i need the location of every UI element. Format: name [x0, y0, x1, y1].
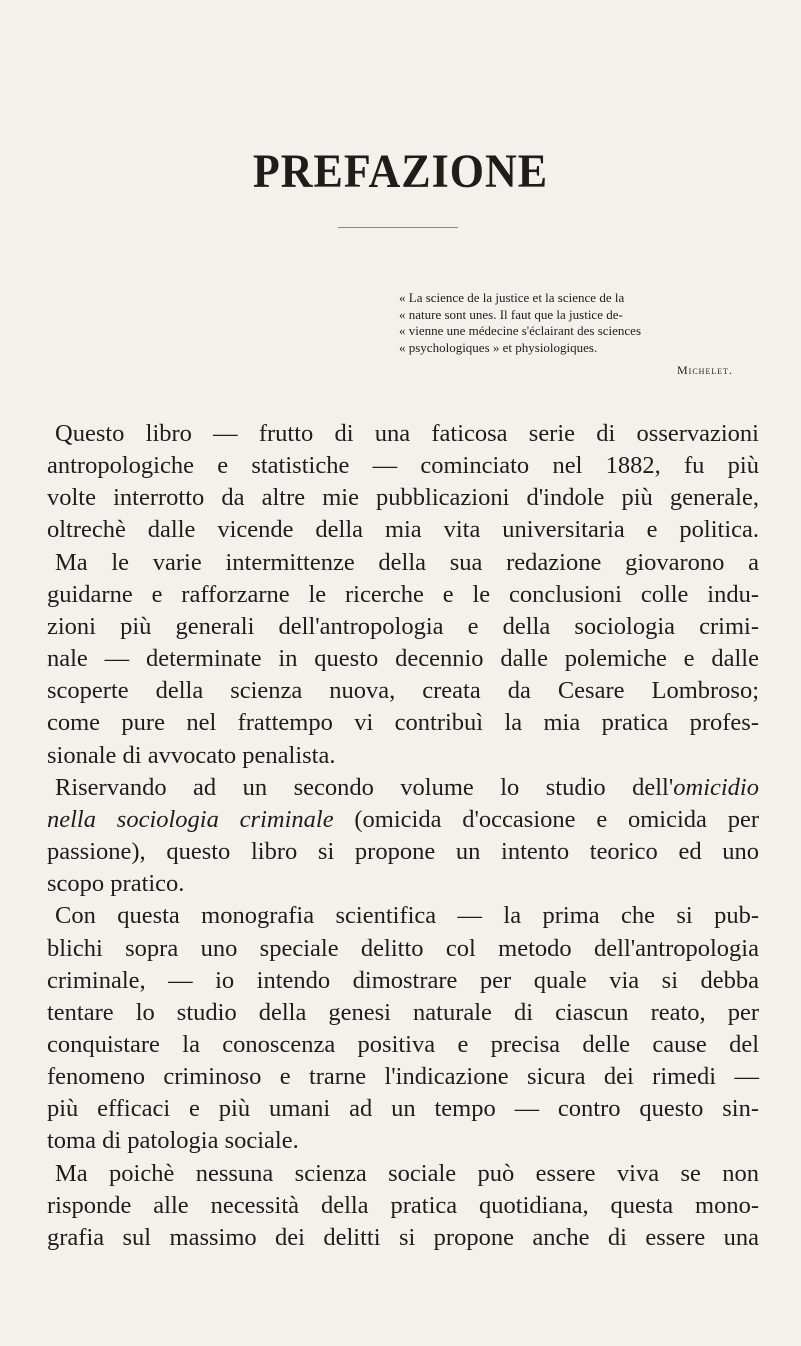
body-line-with-italic [47, 772, 759, 804]
body-line: scoperte della scienza nuova, creata da Cesare Lombroso; [47, 677, 759, 705]
preface-body [47, 418, 759, 1254]
body-line: zioni più generali dell'antropologia e della sociologia crimi- [47, 612, 759, 640]
epigraph-line: « psychologiques » et physiologiques. [399, 339, 598, 355]
epigraph-line: « vienne une médecine s'éclairant des sciences [399, 323, 642, 338]
page-title: PREFAZIONE [252, 145, 549, 198]
body-line: passione), questo libro si propone un intento teorico ed uno [47, 838, 759, 866]
body-line: criminale, — io intendo dimostrare per quale via si debba [47, 966, 759, 994]
body-line: nale — determinate in questo decennio dalle polemiche e dalle [47, 645, 759, 673]
body-line: conquistare la conoscenza positiva e precisa delle cause del [47, 1030, 759, 1058]
body-line: Ma poichè nessuna scienza sociale può essere viva se non [55, 1159, 759, 1187]
body-line: toma di patologia sociale. [47, 1127, 299, 1155]
epigraph-line: « nature sont unes. Il faut que la justice de- [399, 306, 623, 322]
body-line: più efficaci e più umani ad un tempo — contro questo sin- [47, 1095, 759, 1123]
italic-term: nella sociologia criminale [47, 805, 334, 833]
body-line: blichi sopra uno speciale delitto col metodo dell'antropologia [47, 934, 759, 962]
body-line: volte interrotto da altre mie pubblicazioni d'indole più generale, [47, 484, 759, 512]
body-line: Questo libro — frutto di una faticosa serie di osservazioni [55, 420, 759, 447]
body-line-with-italic [47, 804, 759, 836]
body-line: risponde alle necessità della pratica quotidiana, questa mono- [47, 1191, 759, 1219]
epigraph-author: Michelet. [677, 363, 733, 377]
body-line: fenomeno criminoso e trarne l'indicazione sicura dei rimedi — [47, 1063, 759, 1091]
epigraph [399, 290, 759, 379]
italic-term: omicidio [673, 773, 759, 801]
body-text-run: Riservando ad un secondo volume lo studio dell' [55, 773, 674, 801]
body-line: grafia sul massimo dei delitti si propone anche di essere una [47, 1223, 759, 1251]
title-divider [338, 227, 458, 228]
body-line: guidarne e rafforzarne le ricerche e le conclusioni colle indu- [47, 580, 759, 608]
body-line: scopo pratico. [47, 870, 185, 898]
body-line: Con questa monografia scientifica — la prima che si pub- [55, 902, 759, 930]
body-line: come pure nel frattempo vi contribuì la mia pratica profes- [47, 709, 759, 737]
body-line: antropologiche e statistiche — cominciato nel 1882, fu più [47, 452, 759, 480]
body-line: Ma le varie intermittenze della sua redazione giovarono a [55, 548, 759, 576]
body-line: oltrechè dalle vicende della mia vita universitaria e politica. [47, 516, 759, 544]
body-text-run: (omicida d'occasione e omicida per [333, 805, 759, 833]
epigraph-line: « La science de la justice et la science de la [399, 290, 625, 305]
body-line: tentare lo studio della genesi naturale di ciascun reato, per [47, 998, 759, 1026]
body-line: sionale di avvocato penalista. [47, 741, 336, 769]
